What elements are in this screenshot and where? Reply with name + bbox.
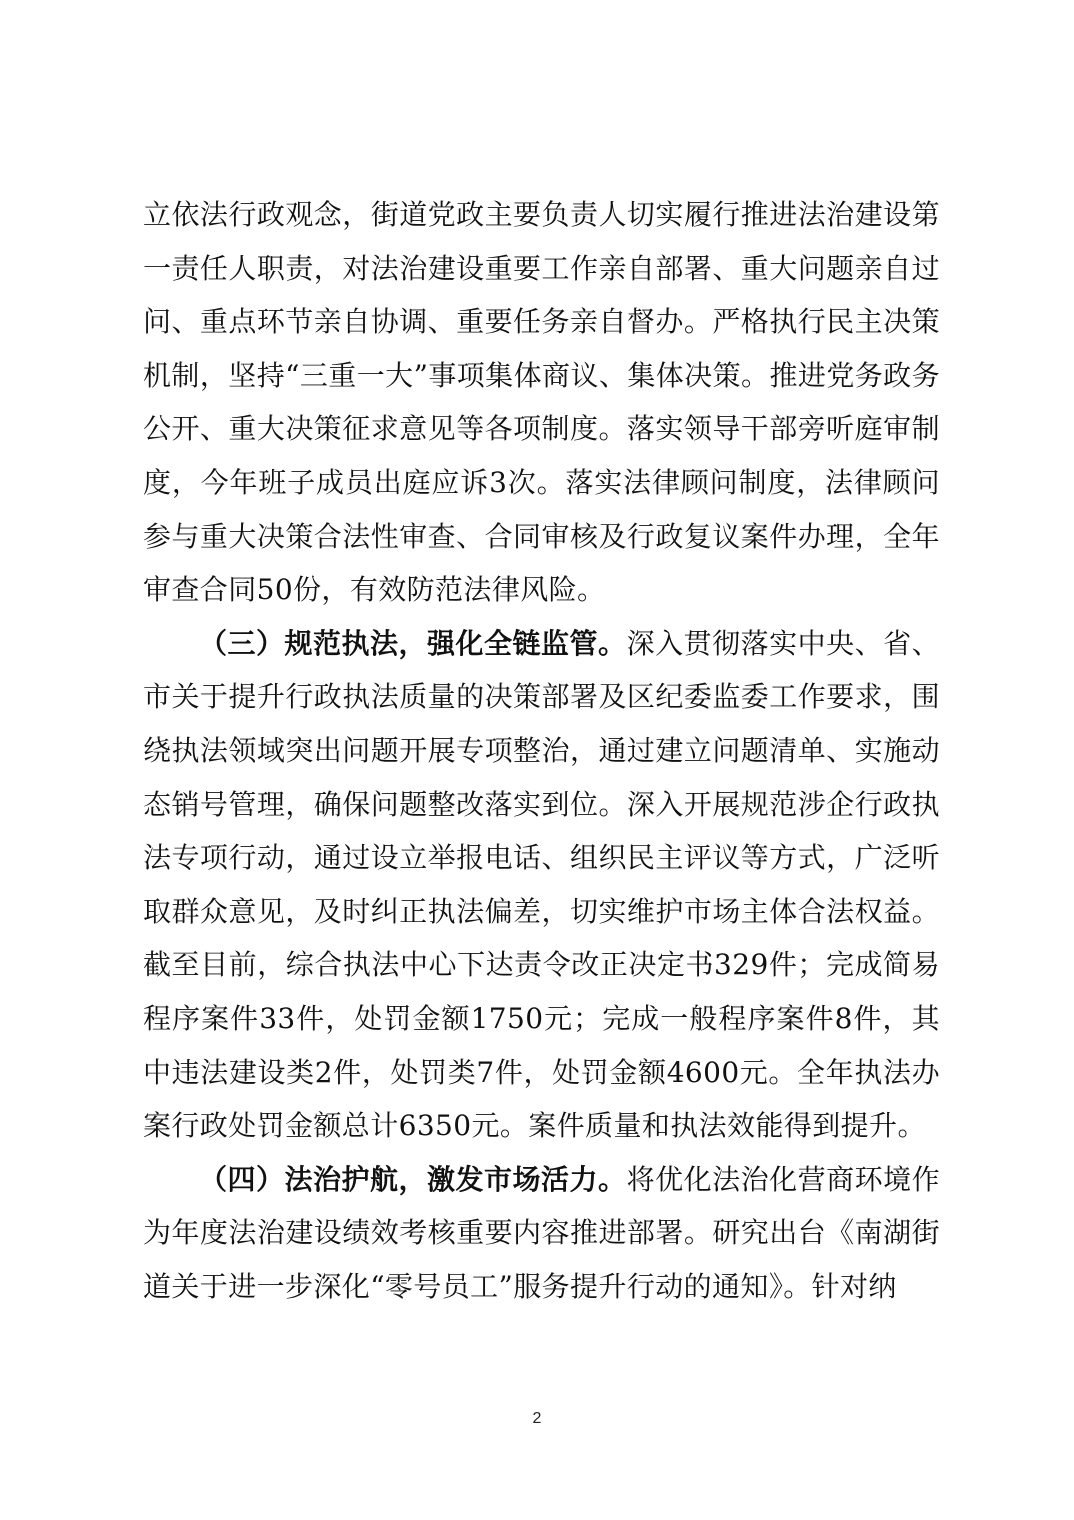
paragraph-text: 立依法行政观念，街道党政主要负责人切实履行推进法治建设第一责任人职责，对法治建设重要工作亲自部署、重大问题亲自过问、重点环节亲自协调、重要任务亲自督办。严格执行民主决策机制，坚持“三重一大”事项集体商议、集体决策。推进党务政务公开、重大决策征求意见等各项制度。落实领导干部旁听庭审制度，今年班子成员出庭应诉3次。落实法律顾问制度，法律顾问参与重大决策合法性审查、合同审核及行政复议案件办理，全年审查合同50份，有效防范法律风险。 [143,198,940,607]
section-heading: （三）规范执法，强化全链监管。 [199,626,627,660]
paragraph-section-three [143,617,940,1153]
page-number: 2 [532,1410,542,1427]
section-heading: （四）法治护航，激发市场活力。 [199,1162,627,1196]
paragraph-continuation [143,188,940,617]
paragraph-section-four [143,1153,940,1314]
paragraph-text: 深入贯彻落实中央、省、市关于提升行政执法质量的决策部署及区纪委监委工作要求，围绕执法领域突出问题开展专项整治，通过建立问题清单、实施动态销号管理，确保问题整改落实到位。深入开展规范涉企行政执法专项行动，通过设立举报电话、组织民主评议等方式，广泛听取群众意见，及时纠正执法偏差，切实维护市场主体合法权益。截至目前，综合执法中心下达责令改正决定书329件；完成简易程序案件33件，处罚金额1750元；完成一般程序案件8件，其中违法建设类2件，处罚类7件，处罚金额4600元。全年执法办案行政处罚金额总计6350元。案件质量和执法效能得到提升。 [143,626,940,1143]
paragraph-text: 将优化法治化营商环境作为年度法治建设绩效考核重要内容推进部署。研究出台《南湖街道关于进一步深化“零号员工”服务提升行动的通知》。针对纳 [143,1162,940,1303]
document-body [143,188,940,1313]
